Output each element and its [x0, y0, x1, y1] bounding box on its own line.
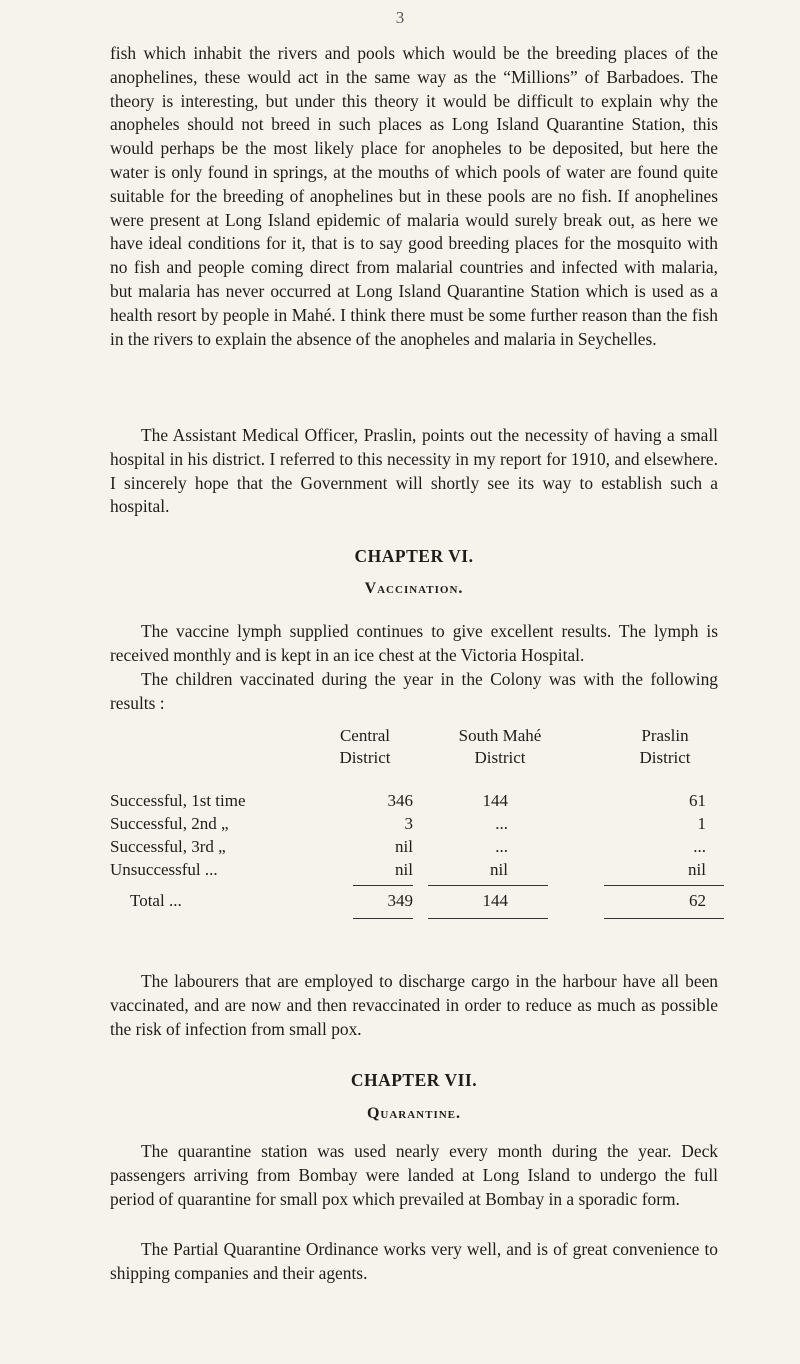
- total-rule-praslin: [604, 885, 724, 886]
- total-label: Total ...: [130, 891, 182, 910]
- header-praslin-2: District: [639, 748, 691, 767]
- paragraph-fish-theory: fish which inhabit the rivers and pools which would be the breeding places of the anophelines, these would act in the same way as the “Millions” of Barbadoes. The theory is interesting, but under this theory it would be difficult to explain why the anopheles should not breed in such places as Long Island Quarantine Station, this would perhaps be the most likely place for anopheles to be deposited, but here the water is only found in springs, at the mouths of which pools of water are found quite suitable for the breeding of anophelines but in these pools are no fish. If anophelines were present at Long Island epidemic of malaria would surely break out, as here we have ideal conditions for it, that is to say good breeding places for the mosquito with no fish and people coming direct from malarial countries and infected with malaria, but malaria has never occurred at Long Island Quarantine Station which is used as a health resort by people in Mahé. I think there must be some further reason than the fish in the rivers to explain the absence of the anopheles and malaria in Seychelles.: [110, 43, 718, 349]
- chapter-6-heading: CHAPTER VI.: [354, 546, 474, 566]
- section-quarantine-heading: Quarantine.: [366, 1105, 462, 1122]
- cell-praslin: nil: [688, 860, 706, 879]
- paragraph-partial-quarantine: The Partial Quarantine Ordinance works very well, and is of great convenience to shipping companies and their agents.: [110, 1239, 718, 1283]
- total-underline-central: [353, 918, 413, 919]
- section-vaccination-heading: Vaccination.: [364, 580, 464, 597]
- header-central-2: District: [339, 748, 391, 767]
- row-label: Successful, 1st time: [110, 791, 246, 810]
- row-label: Successful, 2nd „: [110, 814, 229, 833]
- chapter-7-heading: CHAPTER VII.: [350, 1070, 478, 1090]
- paragraph-vaccination-results: The children vaccinated during the year in the Colony was with the following results :: [110, 669, 718, 713]
- total-underline-praslin: [604, 918, 724, 919]
- cell-south: nil: [490, 860, 508, 879]
- cell-praslin: 61: [689, 791, 706, 810]
- total-underline-south: [428, 918, 548, 919]
- header-south-1: South Mahé: [458, 726, 542, 745]
- header-central-1: Central: [339, 726, 391, 745]
- total-rule-central: [353, 885, 413, 886]
- row-label: Unsuccessful ...: [110, 860, 218, 879]
- cell-praslin: 1: [697, 814, 706, 833]
- total-south: 144: [482, 891, 508, 910]
- cell-central: 3: [404, 814, 413, 833]
- paragraph-praslin-hospital: The Assistant Medical Officer, Praslin, points out the necessity of having a small hospital in his district. I referred to this necessity in my report for 1910, and elsewhere. I sincerely hope that the Government will shortly see its way to establish such a hospital.: [110, 425, 718, 517]
- row-label: Successful, 3rd „: [110, 837, 226, 856]
- paragraph-labourers-vaccinated: The labourers that are employed to discharge cargo in the harbour have all been vaccinated, and are now and then revaccinated in order to reduce as much as possible the risk of infection from small pox.: [110, 971, 718, 1039]
- paragraph-quarantine-station: The quarantine station was used nearly every month during the year. Deck passengers arriving from Bombay were landed at Long Island to undergo the full period of quarantine for small pox which prevailed at Bombay in a sporadic form.: [110, 1141, 718, 1209]
- total-praslin: 62: [689, 891, 706, 910]
- header-south-2: District: [474, 748, 526, 767]
- paragraph-vaccine-lymph: The vaccine lymph supplied continues to give excellent results. The lymph is received monthly and is kept in an ice chest at the Victoria Hospital.: [110, 621, 718, 665]
- total-central: 349: [387, 891, 413, 910]
- total-rule-south: [428, 885, 548, 886]
- cell-south: ...: [495, 837, 508, 856]
- cell-central: 346: [387, 791, 413, 810]
- cell-central: nil: [395, 837, 413, 856]
- cell-south: 144: [482, 791, 508, 810]
- page-number: 3: [395, 8, 405, 27]
- cell-praslin: ...: [693, 837, 706, 856]
- cell-south: ...: [495, 814, 508, 833]
- cell-central: nil: [395, 860, 413, 879]
- header-praslin-1: Praslin: [641, 726, 689, 745]
